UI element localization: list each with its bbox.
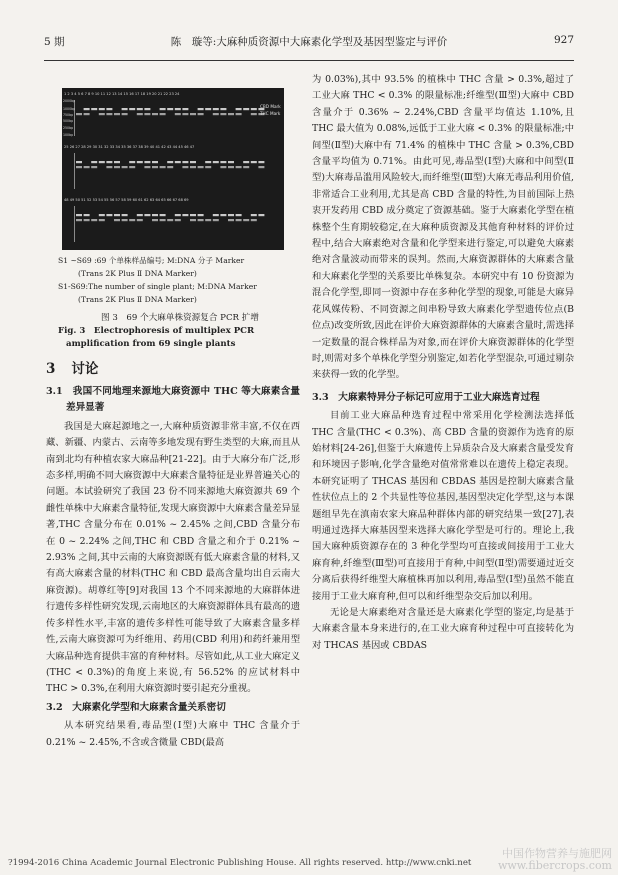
gel-band: [182, 166, 188, 168]
subsection-3-1-heading: 3.1 我国不同地理来源地大麻资源中 THC 等大麻素含量差异显著: [46, 386, 300, 414]
gel-band: [152, 113, 158, 115]
gel-band: [106, 161, 112, 163]
gel-band: [91, 219, 97, 221]
gel-band: [243, 161, 249, 163]
page-number: 927: [553, 34, 574, 46]
watermark-cn: 中国作物营养与施肥网: [502, 847, 612, 860]
gel-band: [114, 214, 120, 216]
watermark: [498, 848, 612, 872]
gel-band: [190, 214, 196, 216]
gel-band: [152, 166, 158, 168]
gel-band: [220, 214, 226, 216]
gel-band: [137, 113, 143, 115]
left-column: [46, 358, 300, 751]
gel-band: [122, 113, 128, 115]
gel-band: [228, 113, 234, 115]
gel-band: [182, 113, 188, 115]
ladder-label-750: 750bp: [63, 113, 74, 117]
paragraph-3-3-b: 无论是大麻素绝对含量还是大麻素化学型的鉴定,均是基于大麻素含量本身来进行的,在工业大麻育种过程中可直接转化为对 THCAS 基因或 CBDAS: [312, 607, 574, 651]
gel-band: [251, 161, 257, 163]
gel-band: [251, 214, 257, 216]
thc-mark-label: THC Mark: [260, 111, 281, 116]
section-heading-3: [46, 358, 300, 380]
gel-band: [236, 108, 242, 110]
gel-band: [228, 166, 234, 168]
gel-band: [228, 214, 234, 216]
figure-caption-cn: 图 3 69 个大麻单株资源复合 PCR 扩增: [101, 313, 259, 323]
ladder-label-1000: 1000bp: [63, 107, 76, 111]
gel-band: [137, 161, 143, 163]
gel-band: [167, 161, 173, 163]
gel-band: [182, 214, 188, 216]
gel-band: [114, 161, 120, 163]
gel-band: [175, 113, 181, 115]
gel-band: [220, 113, 226, 115]
gel-band: [175, 108, 181, 110]
legend-line-cn: S1 ~S69 :69 个单株样品编号; M:DNA 分子 Marker: [58, 256, 245, 265]
gel-band: [167, 166, 173, 168]
gel-background: [62, 88, 284, 250]
gel-band: [99, 113, 105, 115]
gel-band: [84, 108, 90, 110]
legend-line-en: S1-S69:The number of single plant; M:DNA Marker: [58, 282, 257, 291]
gel-band: [160, 108, 166, 110]
gel-band: [190, 219, 196, 221]
gel-band: [175, 219, 181, 221]
gel-band: [122, 219, 128, 221]
gel-band: [91, 166, 97, 168]
gel-band: [99, 108, 105, 110]
marker-lane: [74, 206, 75, 242]
gel-lane-labels-row1: 1 2 3 4 5 6 7 8 9 10 11 12 13 14 15 16 17 18 19 20 21 22 23 24: [64, 92, 180, 96]
gel-band: [144, 161, 150, 163]
right-column: [312, 72, 574, 654]
gel-band: [152, 161, 158, 163]
marker-lane: [74, 153, 75, 189]
issue-number: 5 期: [44, 36, 65, 48]
gel-svg: [62, 88, 284, 250]
marker-lane: [74, 100, 75, 136]
gel-band: [198, 214, 204, 216]
ladder-label-2000: 2000bp: [63, 99, 76, 103]
gel-band: [236, 166, 242, 168]
gel-band: [114, 219, 120, 221]
gel-band: [114, 113, 120, 115]
gel-band: [251, 108, 257, 110]
gel-band: [106, 166, 112, 168]
gel-band: [228, 219, 234, 221]
gel-band: [251, 219, 257, 221]
gel-band: [114, 166, 120, 168]
paragraph-3-2-start: 从本研究结果看,毒品型(Ⅰ型)大麻中 THC 含量介于 0.21% ~ 2.45%,不含或含微量 CBD(最高: [46, 720, 300, 748]
gel-band: [106, 113, 112, 115]
gel-band: [236, 214, 242, 216]
gel-band: [258, 214, 264, 216]
gel-band: [205, 108, 211, 110]
gel-band: [258, 161, 264, 163]
gel-band: [84, 166, 90, 168]
gel-band: [205, 166, 211, 168]
gel-band: [236, 113, 242, 115]
ladder-label-500: 500bp: [63, 119, 74, 123]
gel-band: [84, 214, 90, 216]
gel-band: [76, 113, 82, 115]
gel-band: [129, 161, 135, 163]
gel-band: [213, 161, 219, 163]
gel-band: [76, 219, 82, 221]
gel-band: [160, 113, 166, 115]
paragraph-3-1: 我国是大麻起源地之一,大麻种质资源非常丰富,不仅在西藏、新疆、内蒙古、云南等多地发现有野生类型的大麻,而且从南到北均有种植农家大麻品种[21-22]。由于大麻分布广泛,形态多样,明确不同大麻资源中大麻素含量特征是业界普遍关心的问题。本试验研究了我国 23 份不同来源地大麻资源共 69 个雌性单株中大麻素含量特征,发现大麻资源中大麻素含量差异显著,THC 含量分布在 0.01% ~ 2.45% 之间,CBD 含量分布在 0 ~ 2.24% 之间,THC 和 CBD 含量之和介于 0.21% ~ 2.93% 之间,其中云南的大麻资源既有低大麻素含量的材料,又有高大麻素含量的材料(THC 和 CBD 最高含量均出自云南大麻资源)。胡尊红等[9]对我国 13 个不同来源地的大麻群体进行遗传多样性研究发现,云南地区的大麻资源群体具有最高的遗传多样性水平,丰富的遗传多样性可能导致了大麻素含量多样性,云南大麻资源可为纤维用、药用(CBD 利用)和药纤兼用型大麻品种选育提供丰富的育种材料。尽管如此,从工业大麻定义(THC < 0.3%)的角度上来说,有 56.52% 的应试材料中 THC > 0.3%,在利用大麻资源时要引起充分重视。: [46, 420, 300, 695]
gel-band: [160, 219, 166, 221]
paragraph-3-2-cont: 为 0.03%),其中 93.5% 的植株中 THC 含量 > 0.3%,超过了工业大麻 THC < 0.3% 的限量标准;纤维型(Ⅲ型)大麻中 CBD 含量介于 0.36% ~ 2.24%,CBD 含量平均值达 1.10%,且 THC 最大值为 0.08%,远低于工业大麻 < 0.3% 的限量标准;中间型(Ⅱ型)大麻中有 71.4% 的植株中 THC 含量 > 0.3%,CBD 含量平均值为 0.71%。由此可见,毒品型(Ⅰ型)大麻和中间型(Ⅱ型)大麻毒品滥用风险较大,而纤维型(Ⅲ型)大麻无毒品利用价值,非常适合工业利用,尤其是高 CBD 含量的特性,为目前国际上热衷开发药用 CBD 成分奠定了资源基础。鉴于大麻素化学型在植株整个生育期较稳定,在大麻种质资源及其他育种材料的评价过程中,结合大麻素绝对含量和化学型来进行鉴定,可以避免大麻素绝对含量波动而带来的误判。然而,大麻资源群体的大麻素含量和大麻素化学型的关系要比单株复杂。本研究中有 10 份资源为混合化学型,即同一资源中存在多种化学型的现象,可能是大麻异花风媒传粉、不同资源之间串粉导致大麻素化学型遗传位点(B 位点)改变所致,因此在评价大麻资源群体的大麻素含量时,需选择一定数量的混合株样品为对象,而在评价大麻资源群体的化学型时,则需对多个单株化学型分别鉴定,如若化学型混杂,可通过剔杂来获得一致的化学型。: [312, 74, 574, 381]
gel-band: [213, 214, 219, 216]
gel-band: [167, 219, 173, 221]
gel-lane-labels-row2: 25 26 27 28 29 30 31 32 33 34 35 36 37 38 39 40 41 42 43 44 45 46 47: [64, 145, 195, 149]
figure-legend: [58, 254, 298, 306]
running-header: [44, 34, 574, 52]
gel-band: [99, 161, 105, 163]
gel-band: [99, 214, 105, 216]
gel-band: [198, 108, 204, 110]
gel-band: [152, 219, 158, 221]
gel-lane-labels-row3: 48 49 50 51 52 53 54 55 56 57 58 59 60 61 62 63 64 65 66 67 68 69: [64, 198, 189, 202]
gel-band: [91, 108, 97, 110]
gel-band: [228, 161, 234, 163]
subsection-3-2-heading: 3.2 大麻素化学型和大麻素含量关系密切: [46, 701, 226, 713]
gel-band: [175, 161, 181, 163]
gel-band: [236, 219, 242, 221]
gel-band: [84, 113, 90, 115]
gel-band: [243, 108, 249, 110]
gel-band: [190, 161, 196, 163]
ladder-label-100: 100bp: [63, 133, 74, 137]
header-rule: [44, 60, 574, 61]
gel-band: [213, 219, 219, 221]
legend-line-en-marker: (Trans 2K Plus Ⅱ DNA Marker): [78, 295, 197, 304]
gel-band: [129, 166, 135, 168]
cbd-mark-label: CBD Mark: [260, 104, 281, 109]
gel-band: [220, 108, 226, 110]
figure-caption-en-1: Fig. 3 Electrophoresis of multiplex PCR: [58, 326, 255, 336]
gel-band: [175, 214, 181, 216]
gel-band: [91, 161, 97, 163]
gel-band: [220, 161, 226, 163]
gel-band: [76, 161, 82, 163]
gel-band: [144, 214, 150, 216]
gel-band: [205, 219, 211, 221]
gel-band: [198, 166, 204, 168]
gel-band: [76, 166, 82, 168]
gel-band: [106, 108, 112, 110]
gel-band: [144, 166, 150, 168]
watermark-url: www.fibercrops.com: [497, 859, 612, 872]
gel-band: [205, 161, 211, 163]
gel-band: [243, 166, 249, 168]
legend-line-cn-marker: (Trans 2K Plus Ⅱ DNA Marker): [78, 269, 197, 278]
gel-band: [99, 219, 105, 221]
gel-electrophoresis-image: [62, 88, 284, 250]
copyright-footer: ?1994-2016 China Academic Journal Electronic Publishing House. All rights reserved. http://www.cnki.net: [8, 858, 472, 868]
gel-band: [137, 214, 143, 216]
figure-caption: [58, 312, 302, 351]
ladder-label-250: 250bp: [63, 126, 74, 130]
gel-band: [213, 108, 219, 110]
gel-band: [160, 166, 166, 168]
gel-band: [137, 108, 143, 110]
gel-band: [220, 166, 226, 168]
gel-band: [122, 214, 128, 216]
section-number: 3: [46, 361, 56, 377]
gel-band: [152, 214, 158, 216]
gel-band: [144, 108, 150, 110]
gel-band: [167, 108, 173, 110]
gel-band: [122, 108, 128, 110]
gel-band: [190, 166, 196, 168]
gel-band: [84, 219, 90, 221]
gel-band: [213, 113, 219, 115]
gel-band: [182, 161, 188, 163]
gel-band: [137, 219, 143, 221]
paragraph-3-3: 目前工业大麻品种选育过程中常采用化学检测法选择低 THC 含量(THC < 0.3%)、高 CBD 含量的资源作为选育的原始材料[24-26],但鉴于大麻遗传上异质杂合及大麻素含量受发育和环境因子影响,化学含量绝对值常常难以在遗传上稳定表现。本研究证明了 THCAS 基因和 CBDAS 基因是控制大麻素含量性状位点上的 2 个共显性等位基因,基因型决定化学型,这与本课题组早先在滇南农家大麻品种群体内部的研究结果一致[27],表明通过选择大麻基因型来选择大麻化学型是可行的。理论上,我国大麻种质资源存在的 3 种化学型均可直接或间接用于工业大麻育种,纤维型(Ⅲ型)可直接用于育种,中间型(Ⅱ型)需要通过近交分离后获得纤维型大麻植株再加以利用,毒品型(Ⅰ型)虽然不能直接用于工业大麻育种,但可以和纤维型杂交后加以利用。: [312, 410, 574, 602]
gel-band: [106, 214, 112, 216]
gel-band: [190, 113, 196, 115]
running-title: 陈 璇等:大麻种质资源中大麻素化学型及基因型鉴定与评价: [170, 36, 448, 48]
gel-band: [251, 113, 257, 115]
subsection-3-3-heading: 3.3 大麻素特异分子标记可应用于工业大麻选育过程: [312, 391, 540, 403]
gel-band: [198, 113, 204, 115]
gel-band: [129, 108, 135, 110]
figure-caption-en-2: amplification from 69 single plants: [66, 339, 236, 349]
gel-band: [76, 214, 82, 216]
section-title: 讨论: [71, 361, 99, 377]
gel-band: [160, 214, 166, 216]
gel-band: [243, 219, 249, 221]
gel-band: [258, 166, 264, 168]
gel-band: [182, 108, 188, 110]
gel-band: [198, 219, 204, 221]
gel-band: [144, 113, 150, 115]
gel-band: [129, 219, 135, 221]
gel-band: [122, 166, 128, 168]
